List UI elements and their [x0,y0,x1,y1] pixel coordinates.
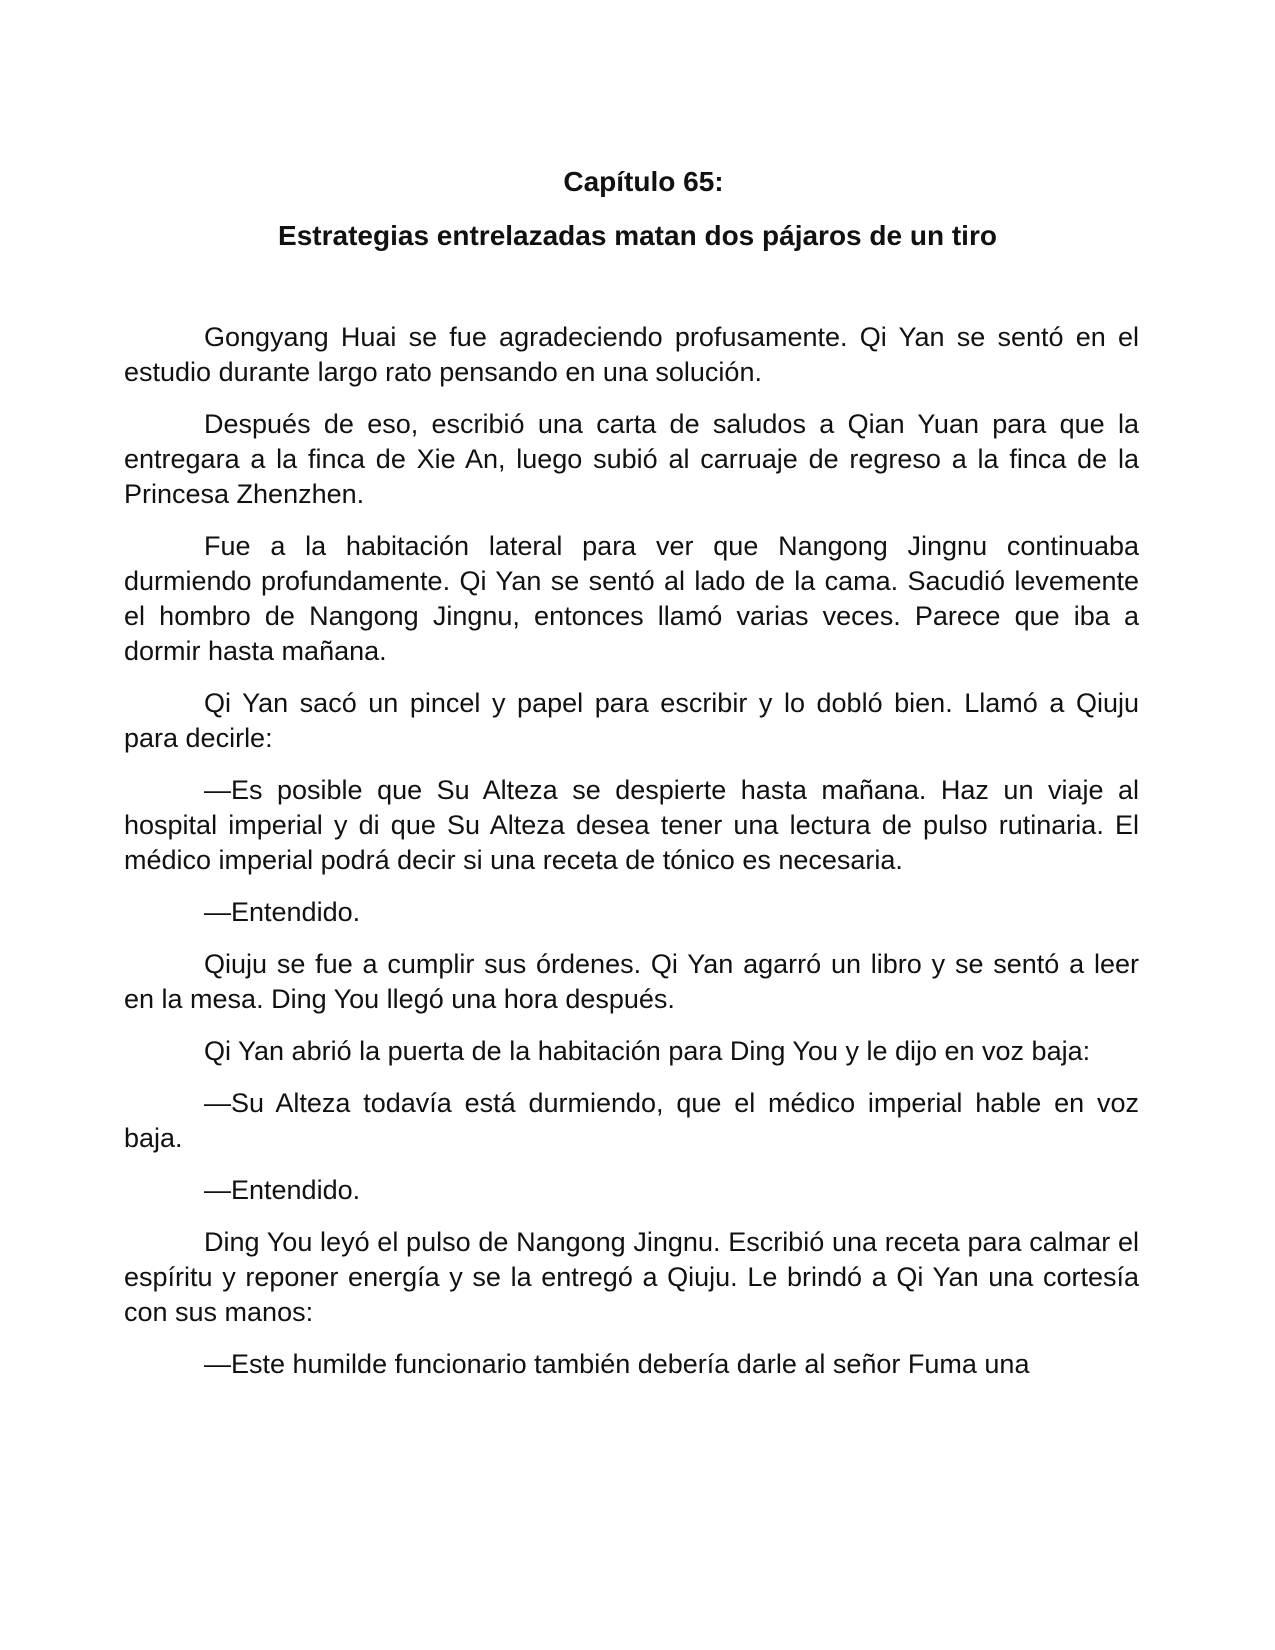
paragraph-2: Después de eso, escribió una carta de saludos a Qian Yuan para que la entregara a la finca de Xie An, luego subió al carruaje de regreso a la finca de la Princesa Zhenzhen. [124,409,1139,509]
chapter-number: Capítulo 65: [563,166,724,197]
paragraph-7: Ding You leyó el pulso de Nangong Jingnu. Escribió una receta para calmar el espíritu y reponer energía y se la entregó a Qiuju. Le brindó a Qi Yan una cortesía con sus manos: [124,1227,1139,1327]
dialogue-1: —Es posible que Su Alteza se despierte hasta mañana. Haz un viaje al hospital imperial y di que Su Alteza desea tener una lectura de pulso rutinaria. El médico imperial podrá decir si una receta de tónico es necesaria. [124,775,1139,875]
chapter-body [124,320,1139,1382]
paragraph-4: Qi Yan sacó un pincel y papel para escribir y lo dobló bien. Llamó a Qiuju para decirle: [124,688,1139,753]
chapter-header [0,162,1275,256]
chapter-title: Estrategias entrelazadas matan dos pájaros de un tiro [278,220,997,251]
paragraph-5: Qiuju se fue a cumplir sus órdenes. Qi Yan agarró un libro y se sentó a leer en la mesa. Ding You llegó una hora después. [124,949,1139,1014]
dialogue-2: —Entendido. [204,897,361,927]
paragraph-6: Qi Yan abrió la puerta de la habitación para Ding You y le dijo en voz baja: [204,1036,1091,1066]
dialogue-5: —Este humilde funcionario también debería darle al señor Fuma una [204,1349,1030,1379]
paragraph-3: Fue a la habitación lateral para ver que Nangong Jingnu continuaba durmiendo profundamente. Qi Yan se sentó al lado de la cama. Sacudió levemente el hombro de Nangong Jingnu, entonces llamó varias veces. Parece que iba a dormir hasta mañana. [124,531,1139,666]
dialogue-4: —Entendido. [204,1175,361,1205]
dialogue-3: —Su Alteza todavía está durmiendo, que el médico imperial hable en voz baja. [124,1088,1139,1153]
paragraph-1: Gongyang Huai se fue agradeciendo profusamente. Qi Yan se sentó en el estudio durante largo rato pensando en una solución. [124,322,1139,387]
